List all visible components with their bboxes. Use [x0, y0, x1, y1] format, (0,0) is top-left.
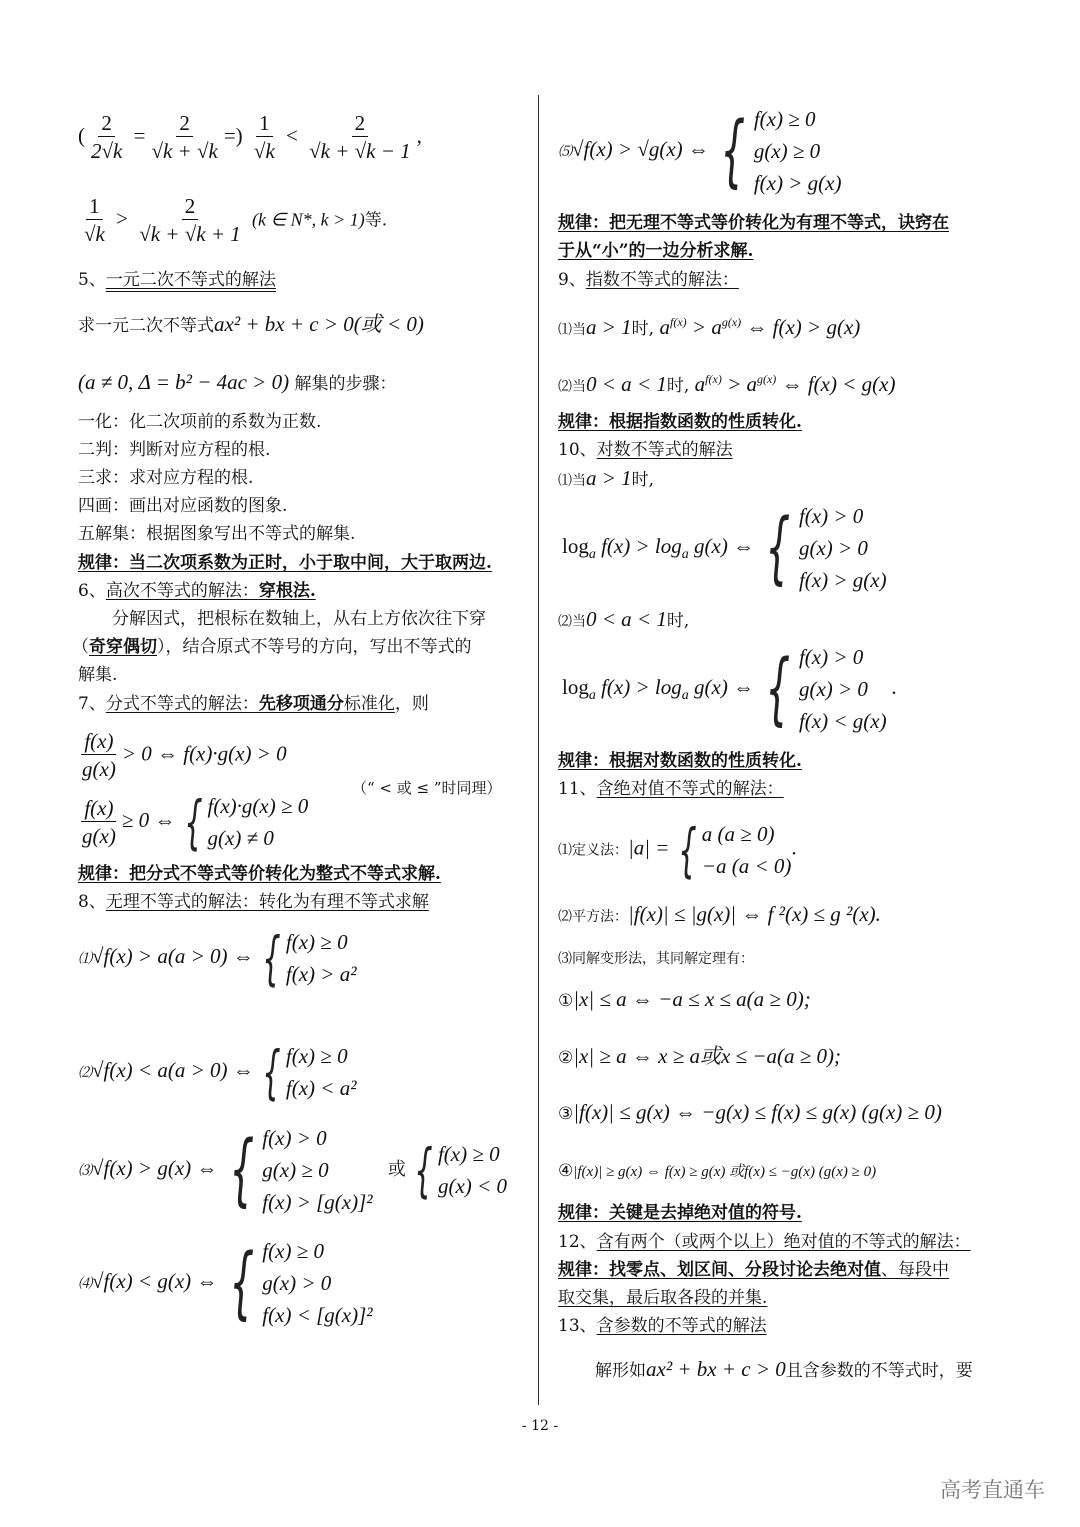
section-9-heading: 9、指数不等式的解法： — [558, 270, 739, 290]
log-case-1: $\log_a f(x) > \log_a g(x)$ ⇔ { f(x) > 0 g(x) > 0 f(x) > g(x) — [562, 503, 887, 593]
irrational-case-2: ⑵√f(x) < a(a > 0) ⇔ { f(x) ≥ 0 f(x) < a² — [78, 1038, 357, 1106]
exponential-case-2: ⑵当0 < a < 1时, $a^{f(x)} > a^{g(x)}$ ⇔ f(x) < g(x) — [558, 372, 896, 396]
fraction-inequality-2: $\frac{f(x)}{g(x)}$ ≥ 0 ⇔ { f(x)·g(x) ≥ 0 g(x) ≠ 0 — [82, 788, 309, 856]
watermark: 高考直通车 — [940, 1478, 1045, 1502]
exponential-case-1: ⑴当a > 1时, $a^{f(x)} > a^{g(x)}$ ⇔ f(x) > g(x) — [558, 315, 861, 339]
abs-definition: ⑴定义法：|a| = { a (a ≥ 0) −a (a < 0) . — [558, 816, 797, 884]
rule-irrational-line-1: 规律：把无理不等式等价转化为有理不等式，诀窍在 — [558, 213, 949, 233]
rule-exponential: 规律：根据指数函数的性质转化. — [558, 412, 802, 432]
rule-abs: 规律：关键是去掉绝对值的符号. — [558, 1203, 802, 1223]
rule-log: 规律：根据对数函数的性质转化. — [558, 751, 802, 771]
step-2: 二判：判断对应方程的根. — [78, 440, 271, 460]
step-5: 五解集：根据图象写出不等式的解集. — [78, 524, 356, 544]
equation-sqrt-bound-2: $\frac{1}{√k}$ > $\frac{2}{√k + √k + 1}$ (k ∈ N*, k > 1)等. — [84, 194, 388, 246]
theorem-1: ①|x| ≤ a ⇔ −a ≤ x ≤ a(a ≥ 0); — [558, 987, 811, 1011]
irrational-case-5: ⑸√f(x) > √g(x) ⇔ { f(x) ≥ 0 g(x) ≥ 0 f(x) > g(x) — [558, 106, 842, 196]
log-case-2: $\log_a f(x) > \log_a g(x)$ ⇔ { f(x) > 0 g(x) > 0 f(x) < g(x) . — [562, 644, 898, 734]
theorem-3: ③|f(x)| ≤ g(x) ⇔ −g(x) ≤ f(x) ≤ g(x) (g(x) ≥ 0) — [558, 1100, 942, 1124]
rule-multi-abs-line-1: 规律：找零点、划区间、分段讨论去绝对值、每段中 — [558, 1260, 949, 1280]
rule-quadratic: 规律：当二次项系数为正时，小于取中间，大于取两边. — [78, 553, 492, 573]
irrational-case-3: ⑶√f(x) > g(x) ⇔ { f(x) > 0 g(x) ≥ 0 f(x) > [g(x)]² 或 { f(x) ≥ 0 g(x) < 0 — [78, 1125, 507, 1215]
section-12-heading: 12、含有两个（或两个以上）绝对值的不等式的解法： — [558, 1232, 971, 1252]
section-6-text-2: （奇穿偶切），结合原式不等号的方向，写出不等式的 — [72, 637, 472, 657]
section-10-heading: 10、对数不等式的解法 — [558, 440, 733, 460]
section-6-text-3: 解集. — [78, 665, 118, 685]
log-case-1-condition: ⑴当a > 1时, — [558, 466, 655, 490]
step-4: 四画：画出对应函数的图象. — [78, 496, 288, 516]
irrational-case-4: ⑷√f(x) < g(x) ⇔ { f(x) ≥ 0 g(x) > 0 f(x) < [g(x)]² — [78, 1238, 373, 1328]
section-5-intro: 求一元二次不等式ax² + bx + c > 0(或 < 0) — [78, 312, 424, 336]
column-divider — [538, 95, 539, 1405]
step-1: 一化：化二次项前的系数为正数. — [78, 412, 322, 432]
section-5-heading: 5、一元二次不等式的解法 — [78, 270, 276, 290]
log-case-2-condition: ⑵当0 < a < 1时, — [558, 607, 690, 631]
irrational-case-1: ⑴√f(x) > a(a > 0) ⇔ { f(x) ≥ 0 f(x) > a² — [78, 924, 357, 992]
page-number: - 12 - — [521, 1418, 559, 1434]
abs-square-method: ⑵平方法：|f(x)| ≤ |g(x)| ⇔ f ²(x) ≤ g ²(x). — [558, 902, 881, 926]
fraction-inequality-1: $\frac{f(x)}{g(x)}$ > 0 ⇔ f(x)·g(x) > 0 — [82, 729, 287, 781]
section-7-heading: 7、分式不等式的解法：先移项通分标准化，则 — [78, 694, 429, 714]
section-6-heading: 6、高次不等式的解法：穿根法. — [78, 581, 316, 601]
abs-equivalent-method: ⑶同解变形法，其同解定理有： — [558, 951, 754, 967]
rule-fraction: 规律：把分式不等式等价转化为整式不等式求解. — [78, 864, 441, 884]
section-11-heading: 11、含绝对值不等式的解法： — [558, 779, 784, 799]
theorem-4: ④|f(x)| ≥ g(x) ⇔ f(x) ≥ g(x) 或f(x) ≤ −g(x) (g(x) ≥ 0) — [558, 1161, 877, 1181]
rule-irrational-line-2: 于从“小”的一边分析求解. — [558, 241, 754, 261]
section-5-condition: (a ≠ 0, Δ = b² − 4ac > 0) 解集的步骤： — [78, 370, 397, 394]
section-13-text: 解形如ax² + bx + c > 0且含参数的不等式时，要 — [595, 1357, 973, 1381]
rule-multi-abs-line-2: 取交集，最后取各段的并集. — [558, 1288, 768, 1308]
section-13-heading: 13、含参数的不等式的解法 — [558, 1316, 767, 1336]
section-8-heading: 8、无理不等式的解法：转化为有理不等式求解 — [78, 892, 429, 912]
section-6-text-1: 分解因式，把根标在数轴上，从右上方依次往下穿 — [112, 609, 486, 629]
equation-sqrt-bound-1: ( $\frac{2}{2√k}$ = $\frac{2}{√k + √k}$ =) $\frac{1}{√k}$ < $\frac{2}{√k + √k - 1}$ , — [78, 111, 422, 163]
theorem-2: ②|x| ≥ a ⇔ x ≥ a或x ≤ −a(a ≥ 0); — [558, 1044, 842, 1068]
step-3: 三求：求对应方程的根. — [78, 468, 254, 488]
fraction-note: （“ < 或 ≤ ”时同理） — [352, 779, 502, 797]
